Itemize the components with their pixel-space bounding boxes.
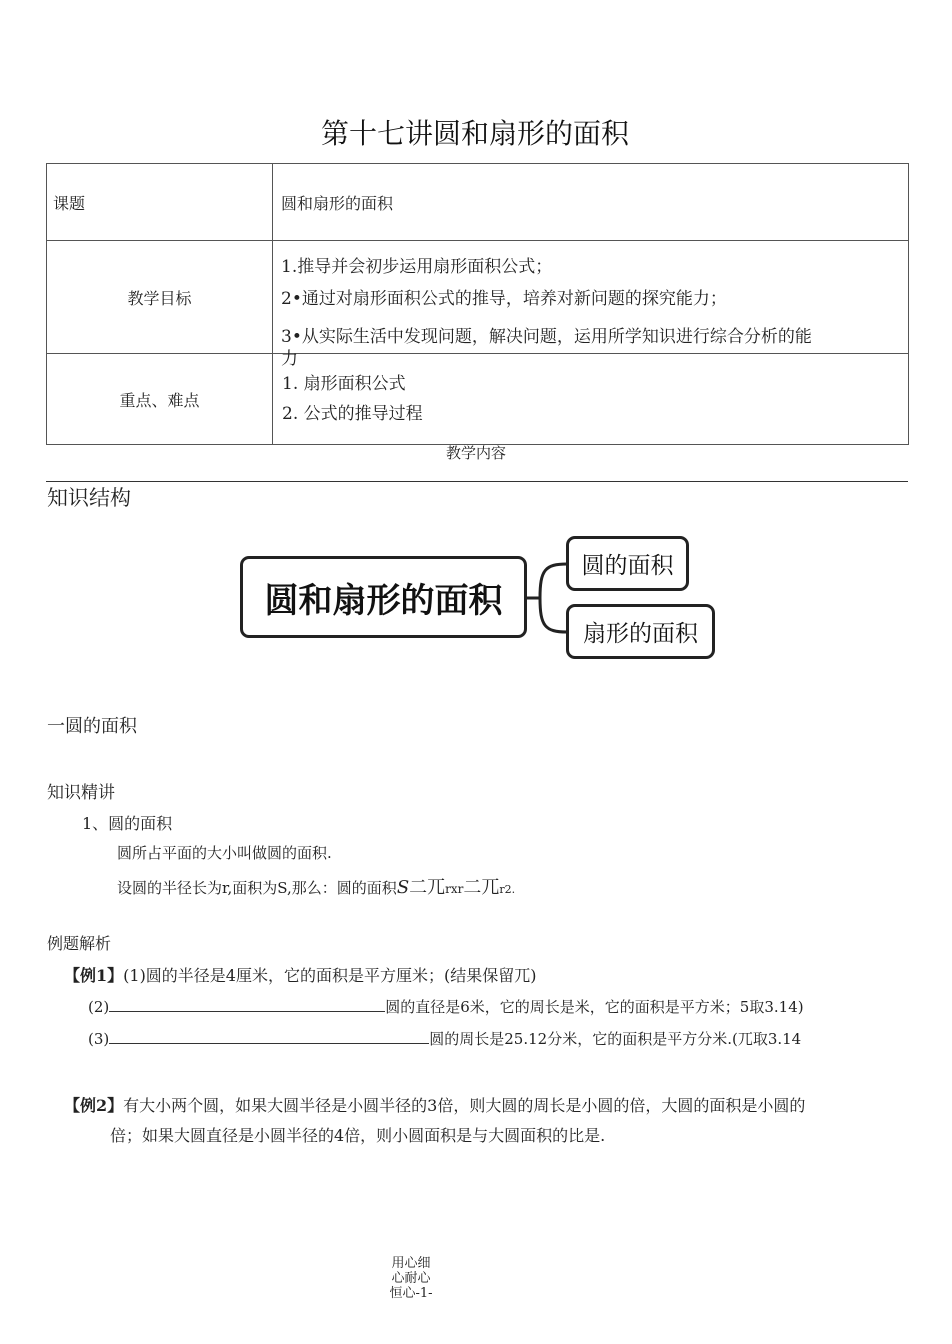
example-1-question-1: (1)圆的半径是4厘米，它的面积是平方厘米；(结果保留兀) bbox=[123, 966, 537, 985]
section-heading: 一圆的面积 bbox=[47, 716, 137, 737]
question-number: (2) bbox=[88, 998, 110, 1016]
formula-line bbox=[117, 873, 515, 899]
mindmap-node-circle-area: 圆的面积 bbox=[566, 536, 689, 591]
footer-line: 用心细 bbox=[391, 1256, 431, 1271]
formula-rxr: rxr bbox=[445, 882, 464, 896]
footer-line: 心耐心 bbox=[391, 1271, 431, 1286]
key-point-item: 2. 公式的推导过程 bbox=[282, 404, 423, 424]
example-2-tag: 【例2】 bbox=[64, 1096, 124, 1115]
example-1-line-2 bbox=[88, 996, 804, 1017]
example-1-question-3: 圆的周长是25.12分米，它的面积是平方分米.(兀取3.14 bbox=[429, 1030, 802, 1048]
point-title: 1、圆的面积 bbox=[82, 814, 173, 833]
topic-value: 圆和扇形的面积 bbox=[273, 164, 909, 241]
answer-blank bbox=[109, 1029, 429, 1044]
answer-blank bbox=[109, 997, 385, 1012]
example-1-line-1 bbox=[64, 963, 536, 986]
key-points-label: 重点、难点 bbox=[47, 354, 273, 445]
page-footer bbox=[0, 1256, 822, 1301]
mindmap-node-sector-area: 扇形的面积 bbox=[566, 604, 715, 659]
goal-item: 3•从实际生活中发现问题，解决问题，运用所学知识进行综合分析的能 bbox=[281, 327, 812, 347]
goal-item: 1.推导并会初步运用扇形面积公式； bbox=[281, 257, 553, 277]
formula-r-squared: r2. bbox=[499, 883, 516, 896]
goal-item: 力 bbox=[281, 349, 298, 369]
key-point-item: 1. 扇形面积公式 bbox=[282, 374, 406, 394]
knowledge-structure-heading: 知识结构 bbox=[47, 486, 131, 510]
example-1-line-3 bbox=[88, 1028, 801, 1049]
goals-label: 教学目标 bbox=[47, 241, 273, 354]
topic-label: 课题 bbox=[47, 164, 273, 241]
formula-equals-pi: 二兀 bbox=[409, 877, 446, 898]
example-1-tag: 【例1】 bbox=[64, 966, 124, 985]
formula-intro: 设圆的半径长为r,面积为S,那么：圆的面积 bbox=[117, 879, 397, 897]
footer-line: 恒心-1- bbox=[389, 1286, 433, 1301]
formula-equals-pi: 二兀 bbox=[463, 877, 500, 898]
example-1-question-2: 圆的直径是6米，它的周长是米，它的面积是平方米；5取3.14) bbox=[385, 998, 804, 1016]
mindmap-root: 圆和扇形的面积 bbox=[240, 556, 527, 638]
example-2-line-1 bbox=[64, 1093, 805, 1116]
examples-heading: 例题解析 bbox=[47, 934, 112, 953]
formula-symbol-s: S bbox=[396, 877, 410, 898]
example-2-line-2: 倍；如果大圆直径是小圆半径的4倍，则小圆面积是与大圆面积的比是. bbox=[110, 1126, 606, 1145]
content-label: 教学内容 bbox=[445, 444, 506, 462]
question-number: (3) bbox=[88, 1030, 110, 1048]
page-title: 第十七讲圆和扇形的面积 bbox=[320, 117, 629, 150]
goal-item: 2•通过对扇形面积公式的推导，培养对新问题的探究能力； bbox=[281, 289, 727, 309]
definition-text: 圆所占平面的大小叫做圆的面积. bbox=[117, 844, 332, 862]
example-2-text-1: 有大小两个圆，如果大圆半径是小圆半径的3倍，则大圆的周长是小圆的倍，大圆的面积是小圆的 bbox=[123, 1096, 806, 1115]
subsection-heading: 知识精讲 bbox=[47, 783, 115, 803]
